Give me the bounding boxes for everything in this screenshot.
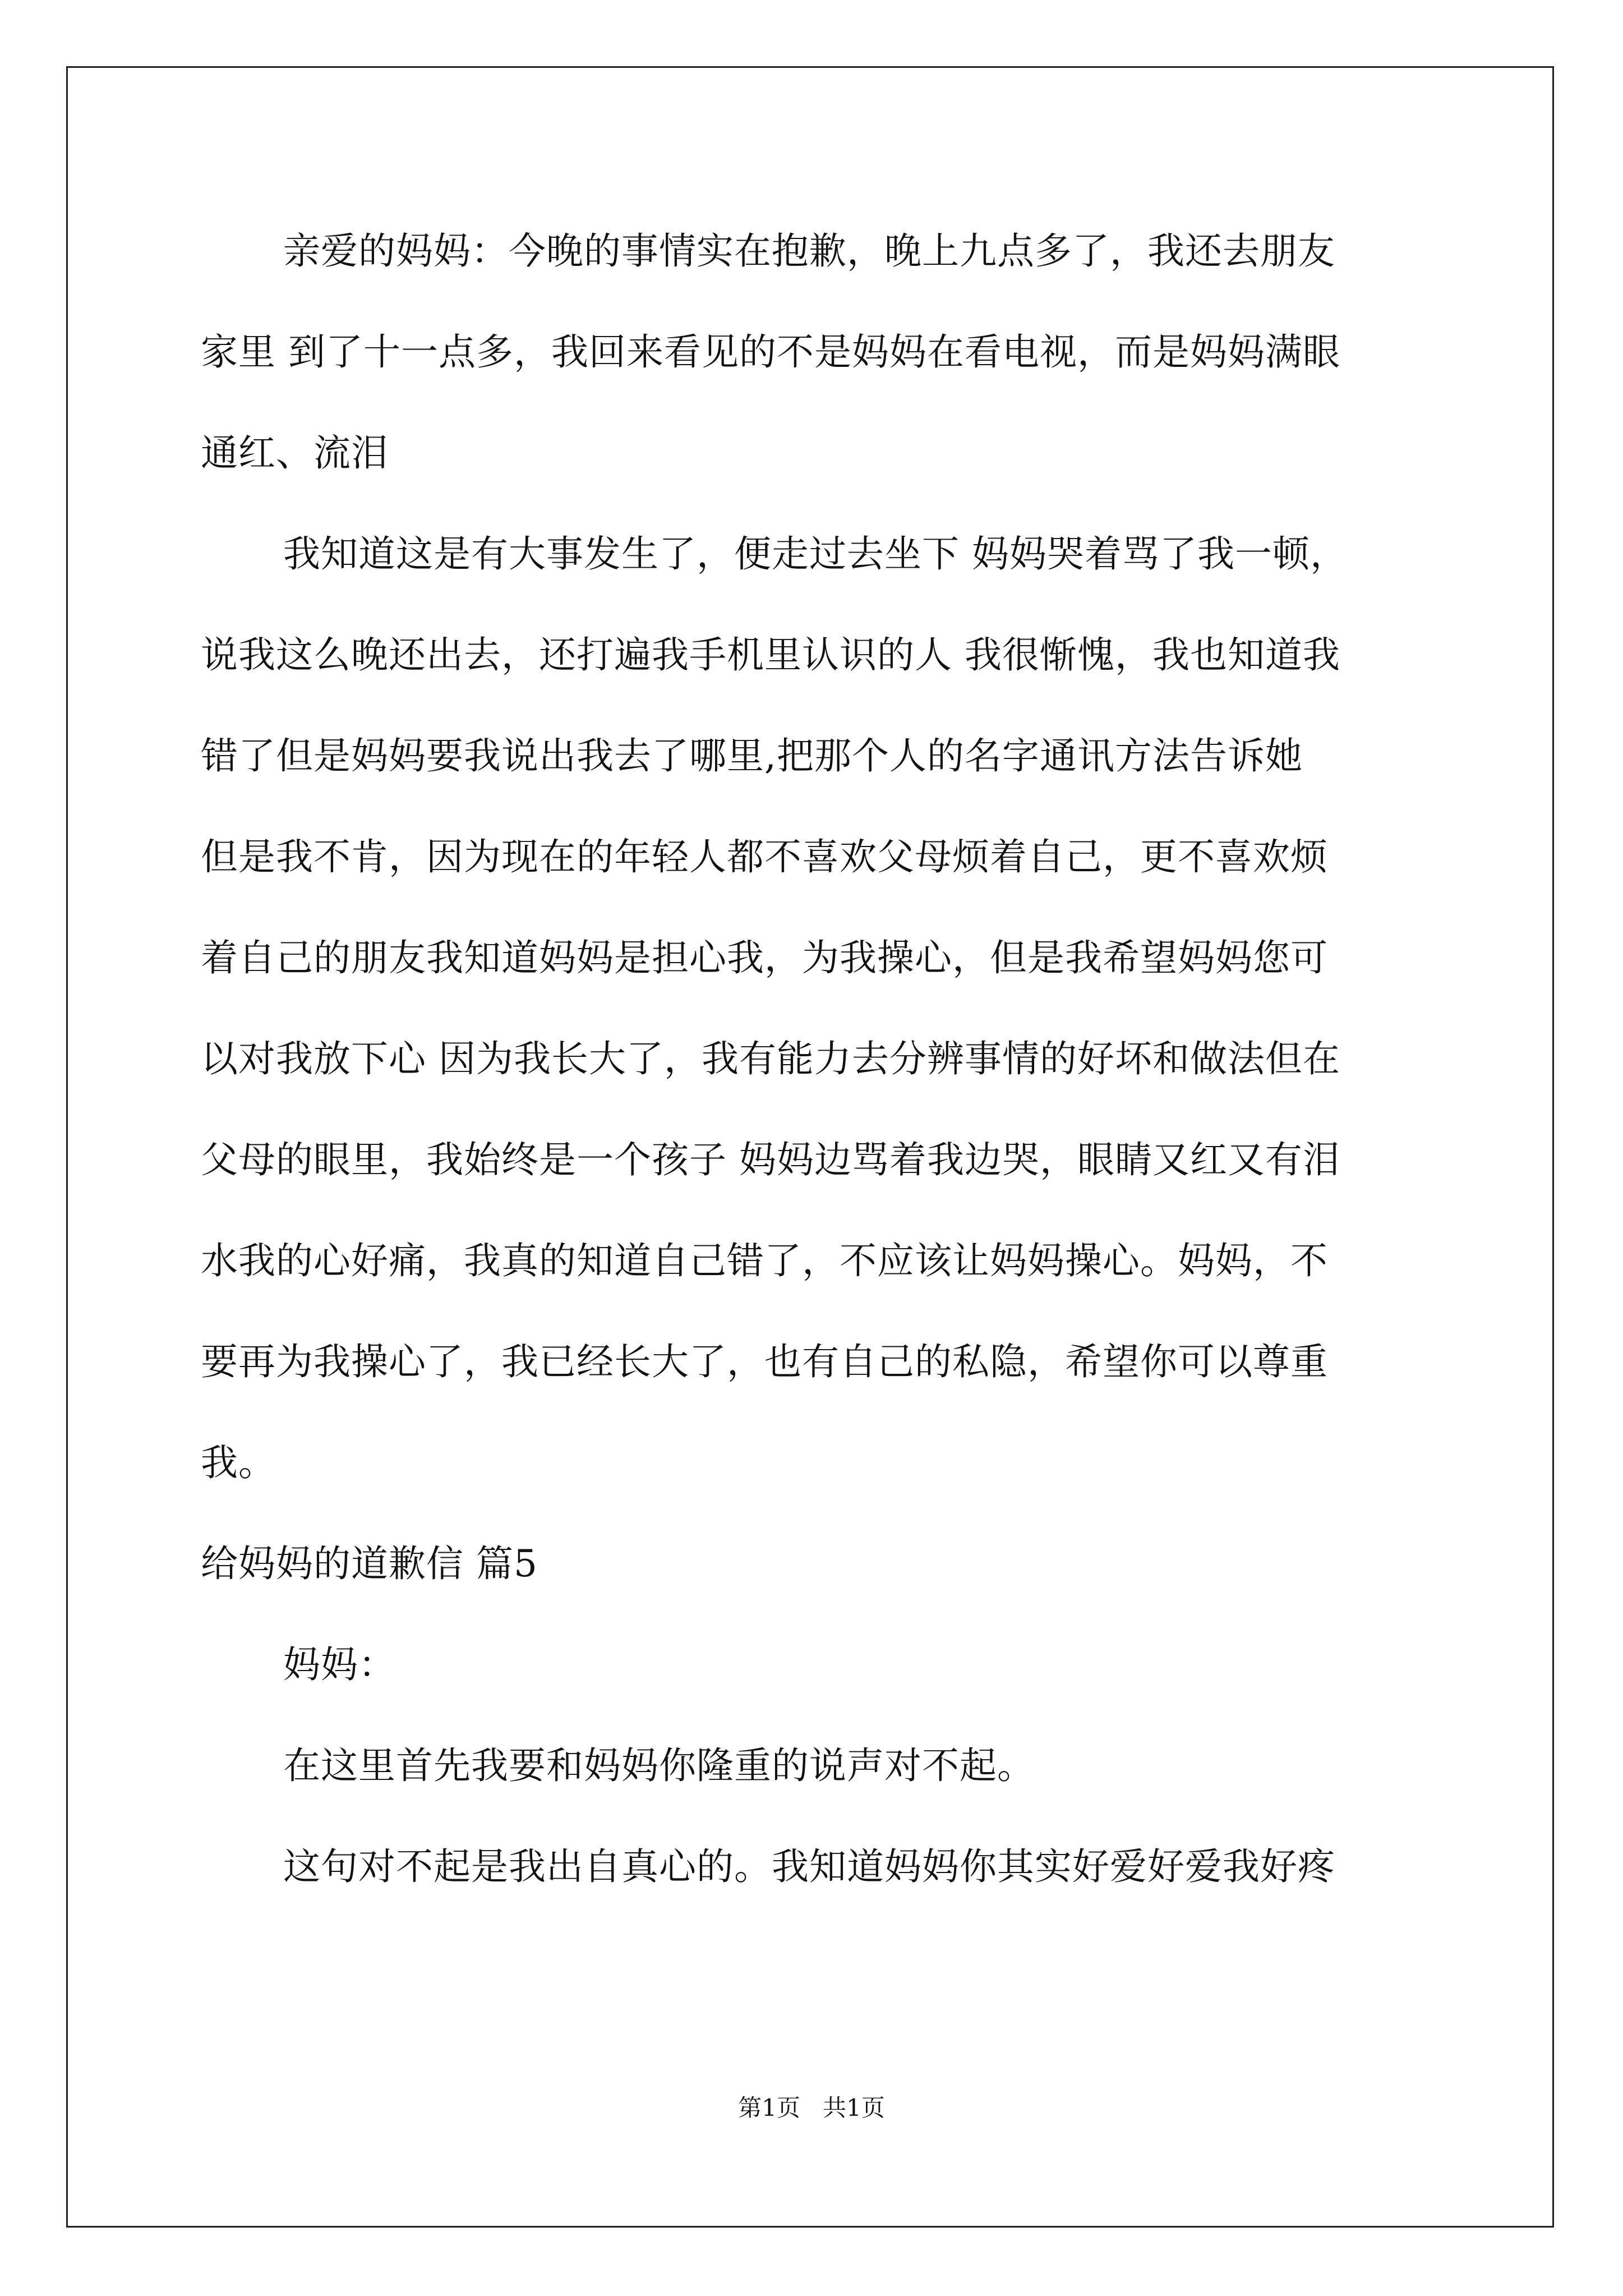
paragraph-line: 我知道这是有大事发生了，便走过去坐下 妈妈哭着骂了我一顿，	[283, 532, 1348, 576]
paragraph-line: 要再为我操心了，我已经长大了，也有自己的私隐，希望你可以尊重	[201, 1340, 1328, 1383]
paragraph-line: 通红、流泪	[201, 431, 389, 475]
paragraph-line: 父母的眼里，我始终是一个孩子 妈妈边骂着我边哭，眼睛又红又有泪	[201, 1138, 1340, 1181]
paragraph-line: 家里 到了十一点多，我回来看见的不是妈妈在看电视，而是妈妈满眼	[201, 330, 1340, 374]
salutation: 妈妈：	[283, 1643, 396, 1686]
section-heading: 给妈妈的道歉信 篇5	[201, 1542, 538, 1585]
paragraph-line: 在这里首先我要和妈妈你隆重的说声对不起。	[283, 1744, 1035, 1787]
page-footer: 第1页 共1页	[738, 2094, 885, 2122]
paragraph-line: 水我的心好痛，我真的知道自己错了，不应该让妈妈操心。妈妈，不	[201, 1239, 1328, 1282]
paragraph-line: 说我这么晚还出去，还打遍我手机里认识的人 我很惭愧，我也知道我	[201, 633, 1340, 677]
paragraph-line: 错了但是妈妈要我说出我去了哪里,把那个人的名字通讯方法告诉她	[201, 734, 1303, 777]
paragraph-line: 着自己的朋友我知道妈妈是担心我，为我操心，但是我希望妈妈您可	[201, 936, 1328, 979]
paragraph-line: 但是我不肯，因为现在的年轻人都不喜欢父母烦着自己，更不喜欢烦	[201, 835, 1328, 878]
paragraph-line: 我。	[201, 1441, 276, 1484]
paragraph-line: 亲爱的妈妈：今晚的事情实在抱歉，晚上九点多了，我还去朋友	[283, 229, 1335, 273]
paragraph-line: 以对我放下心 因为我长大了，我有能力去分辨事情的好坏和做法但在	[201, 1037, 1340, 1080]
paragraph-line: 这句对不起是我出自真心的。我知道妈妈你其实好爱好爱我好疼	[283, 1845, 1335, 1888]
